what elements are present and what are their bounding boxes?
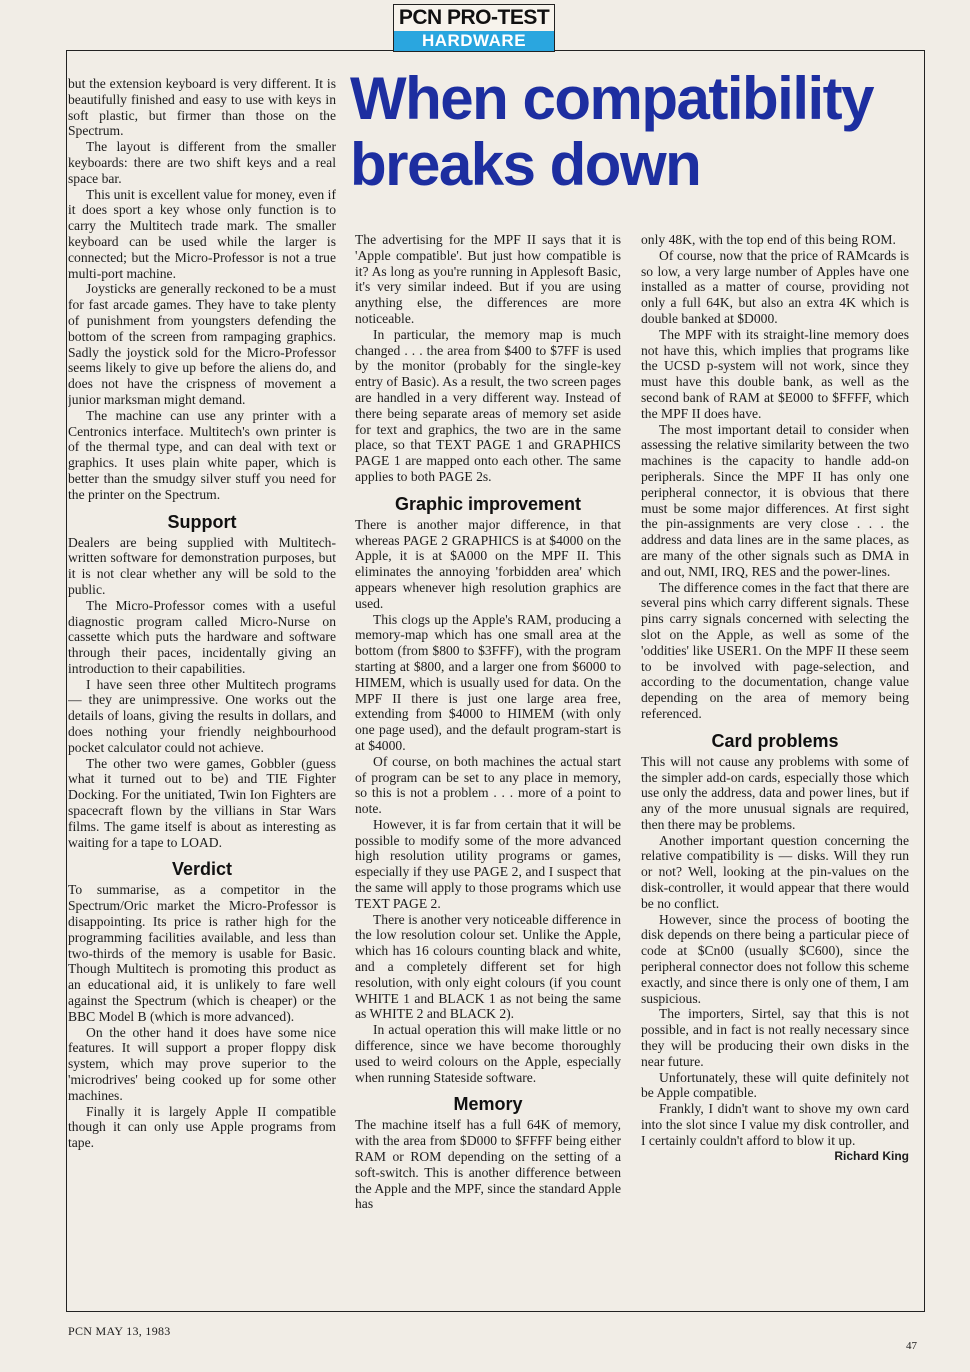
- article-column-3: [641, 232, 909, 1312]
- body-paragraph: The Micro-Professor comes with a useful diagnostic program called Micro-Nurse on cassette which puts the hardware and software through their paces, incidentally giving an introduction to their capabilities.: [68, 597, 336, 676]
- body-paragraph: The layout is different from the smaller keyboards: there are two shift keys and a real space bar.: [68, 139, 336, 186]
- body-paragraph: Finally it is largely Apple II compatible though it can only use Apple programs from tape.: [68, 1103, 336, 1151]
- body-paragraph: only 48K, with the top end of this being ROM.: [641, 232, 896, 247]
- body-paragraph: This clogs up the Apple's RAM, producing a memory-map which has one small area at the bottom (from $800 to $3FFF), with the program starting at $800, and a larger one from $6000 to HIMEM, which is usually used for data. On the MPF II there is just one large area free, extending from $4000 to HIMEM (with only one page used), and the default program-start is at $4000.: [355, 611, 621, 753]
- body-paragraph: The importers, Sirtel, say that this is not possible, and in fact is not really necessary since they will be producing their own disks in the near future.: [641, 1006, 909, 1069]
- body-paragraph: There is another major difference, in that whereas PAGE 2 GRAPHICS is at $4000 on the Apple, it is at $A000 on the MPF II. This eliminates the annoying 'forbidden area' which appears whenever high resolution graphics are used.: [355, 516, 621, 611]
- body-paragraph: In actual operation this will make little or no difference, since we have become thoroughly used to weird colours on the Apple, especially when running Stateside software.: [355, 1022, 621, 1085]
- section-heading: Memory: [453, 1094, 523, 1115]
- body-paragraph: The difference comes in the fact that there are several pins which carry different signals. These pins carry signals concerned with selecting the slot on the Apple, as well as some of the 'oddities' like USER1. On the MPF II these seem to be involved with page-selection, and according to the documentation, change value depending on the area of memory being referenced.: [641, 579, 909, 721]
- footer-publication-date: PCN MAY 13, 1983: [68, 1324, 171, 1338]
- body-paragraph: The most important detail to consider when assessing the relative similarity between the two machines is the capacity to handle add-on peripherals. Since the MPF II has only one peripheral connector, it is obvious that there must be some major differences. At first sight the pin-assignments are very close . . . the address and data lines are in the same places, as are many of the other signals such as DMA in and out, NMI, IRQ, RES and the power-lines.: [641, 421, 909, 579]
- article-column-1: [68, 76, 336, 1312]
- section-heading: Verdict: [171, 859, 233, 880]
- body-paragraph: The MPF with its straight-line memory does not have this, which implies that programs like the UCSD p-system will not work, since they must have this double bank, as well as the second bank of RAM at $E000 to $FFFF, which the MPF II does have.: [641, 326, 909, 421]
- body-paragraph: Joysticks are generally reckoned to be a must for fast arcade games. They have to take plenty of punishment from youngsters defending the bottom of the screen from rampaging graphics. Sadly the joystick sold for the Micro-Professor seems likely to give up before the aliens do, and does not have the crispness of movement a junior marksman might demand.: [68, 281, 336, 407]
- section-tag: [393, 4, 555, 52]
- section-tag-title: PCN PRO-TEST: [398, 6, 550, 29]
- body-paragraph: This will not cause any problems with some of the simpler add-on cards, especially those which use only the address, data and power lines, but if any of the more unusual signals are required, then there may be problems.: [641, 753, 909, 832]
- body-paragraph: Of course, on both machines the actual start of program can be set to any place in memory, so this is not a problem . . . more of a point to note.: [355, 753, 621, 817]
- body-paragraph: However, it is far from certain that it will be possible to modify some of the more advanced high resolution utility programs or games, especially if they use PAGE 2, and I suspect that the same will apply to those programs which use TEXT PAGE 2.: [355, 816, 621, 911]
- article-headline: When compatibility breaks down: [350, 65, 874, 198]
- page-number: 47: [906, 1340, 917, 1352]
- article-column-2: [355, 232, 621, 1312]
- body-paragraph: Another important question concerning the relative compatibility is — disks. Will they run or not? Well, looking at the pin-values on the disk-controller, it would appear that there would be no conflict.: [641, 832, 909, 911]
- section-heading: Card problems: [711, 730, 839, 751]
- body-paragraph: The other two were games, Gobbler (guess what it turned out to be) and TIE Fighter Docking. For the unitiated, Twin Ion Fighters are spacecraft flown by the villians in Star Wars films. The game itself is about as interesting as waiting for a tape to LOAD.: [68, 755, 336, 850]
- body-paragraph: There is another very noticeable difference in the low resolution colour set. Unlike the Apple, which has 16 colours counting black and white, and a completely different set for high resolution, with only eight colours (if you count WHITE 1 and BLACK 1 as not being the same as WHITE 2 and BLACK 2).: [355, 911, 621, 1022]
- body-paragraph: To summarise, as a competitor in the Spectrum/Oric market the Micro-Professor is disappointing. Its price is rather high for the programming facilities available, and less than two-thirds of the memory is usable for Basic. Though Multitech is promoting this product as an educational aid, it is unlikely to fare well against the Spectrum (which is cheaper) or the BBC Model B (which is more advanced).: [68, 882, 336, 1024]
- body-paragraph: but the extension keyboard is very different. It is beautifully finished and easy to use with keys in soft plastic, but firmer than those on the Spectrum.: [68, 76, 336, 139]
- body-paragraph: Unfortunately, these will quite definitely not be Apple compatible.: [641, 1069, 909, 1101]
- body-paragraph: In particular, the memory map is much changed . . . the area from $400 to $7FF is used by the monitor (probably for the single-key entry of Basic). As a result, the two screen pages are handled in a very different way. Instead of there being separate areas of memory set aside for text and graphics, the two are in the same place, so that TEXT PAGE 1 and GRAPHICS PAGE 1 are mapped onto each other. The same applies to both PAGE 2s.: [355, 326, 621, 484]
- section-heading: Graphic improvement: [394, 493, 582, 514]
- body-paragraph: Of course, now that the price of RAMcards is so low, a very large number of Apples have one installed as a matter of course, providing not only a full 64K, but also an extra 4K which is double banked at $D000.: [641, 247, 909, 326]
- body-paragraph: Dealers are being supplied with Multitech-written software for demonstration purposes, but it is not clear whether any will be sold to the public.: [68, 534, 336, 597]
- section-tag-category: HARDWARE: [394, 31, 554, 51]
- body-paragraph: The machine can use any printer with a Centronics interface. Multitech's own printer is of the thermal type, and can deal with text or graphics. It uses plain white paper, which is better than the smudgy silver stuff you need for the printer on the Spectrum.: [68, 407, 336, 502]
- body-paragraph: However, since the process of booting the disk depends on there being a particular piece of code at $Cn00 (usually $C600), since the peripheral connector does not follow this scheme exactly, and since there is only one of them, I am suspicious.: [641, 911, 909, 1006]
- body-paragraph: The advertising for the MPF II says that it is 'Apple compatible'. But just how compatible is it? As long as you're running in Applesoft Basic, it's very similar indeed. But if you are using anything else, the differences are more noticeable.: [355, 232, 621, 326]
- body-paragraph: On the other hand it does have some nice features. It will support a proper floppy disk system, which may prove superior to the 'microdrives' being cooked up for some other machines.: [68, 1024, 336, 1103]
- body-paragraph: The machine itself has a full 64K of memory, with the area from $D000 to $FFFF being either RAM or ROM depending on the setting of a soft-switch. This is another difference between the Apple and the MPF, since the standard Apple has: [355, 1117, 621, 1212]
- body-paragraph: Frankly, I didn't want to shove my own card into the slot since I value my disk controller, and I certainly couldn't afford to blow it up.: [641, 1101, 909, 1148]
- author-byline: Richard King: [834, 1148, 909, 1163]
- section-heading: Support: [167, 511, 237, 532]
- body-paragraph: This unit is excellent value for money, even if it does sport a key whose only function is to carry the Multitech trade mark. The smaller keyboard can be used while the larger is connected; but the Micro-Professor is not a true multi-port machine.: [68, 186, 336, 281]
- body-paragraph: I have seen three other Multitech programs — they are unimpressive. One works out the details of loans, giving the results in dollars, and does nothing your friendly neighbourhood pocket calculator could not achieve.: [68, 676, 336, 755]
